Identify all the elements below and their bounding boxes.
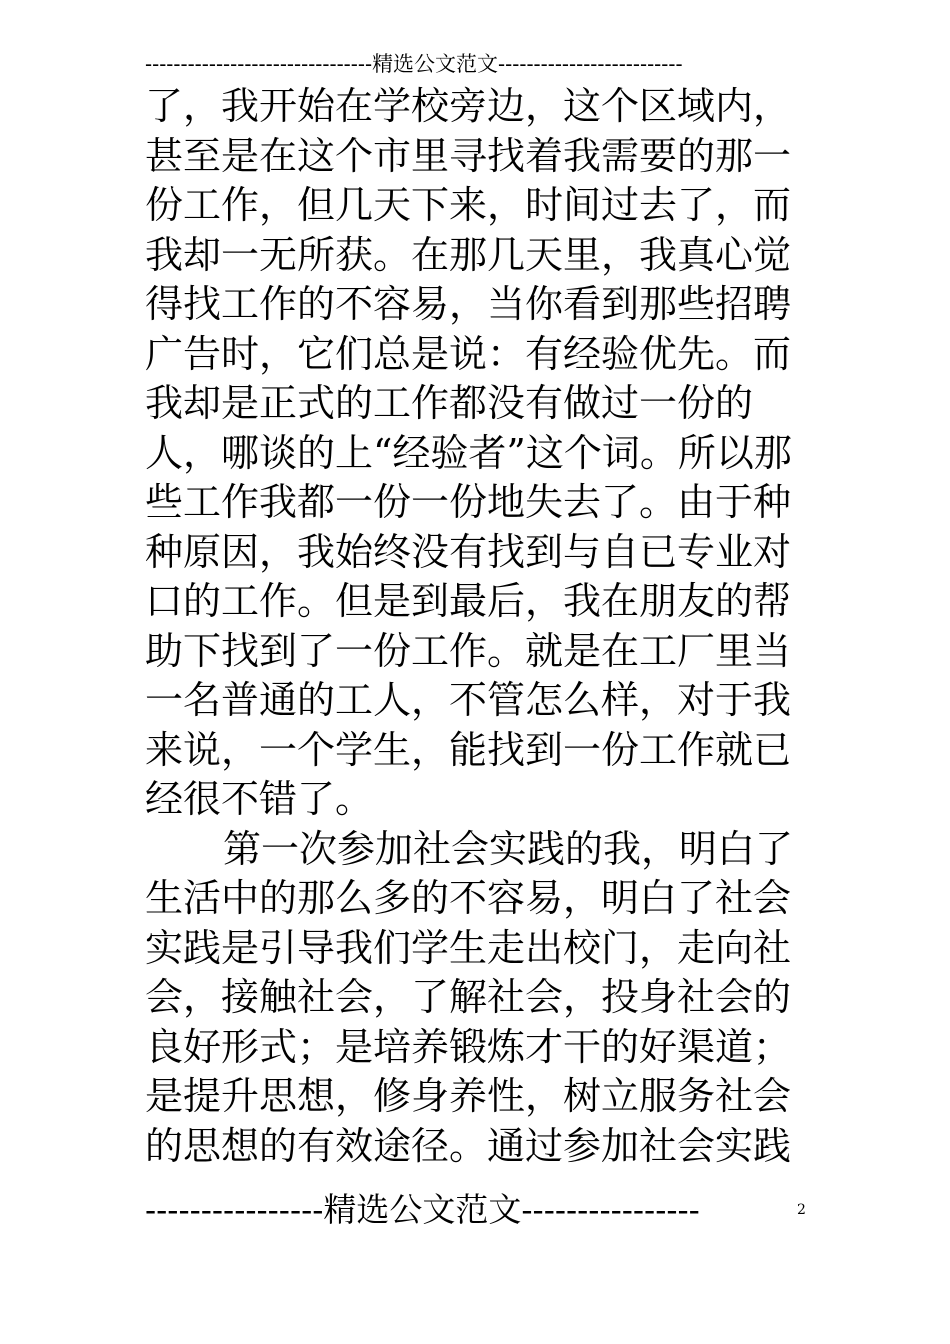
- page-footer: ----------------精选公文范文----------------: [145, 1190, 700, 1229]
- text-line: 些工作我都一份一份地失去了。由于种: [145, 480, 792, 524]
- text-line: 了，我开始在学校旁边，这个区域内，: [145, 84, 792, 128]
- text-line: 我却一无所获。在那几天里，我真心觉: [145, 232, 792, 277]
- document-body: [145, 82, 805, 1171]
- text-line: 经很不错了。: [145, 777, 374, 821]
- text-line: 份工作，但几天下来，时间过去了，而: [145, 183, 792, 227]
- text-line: 的思想的有效途径。通过参加社会实践: [145, 1123, 792, 1168]
- page-header: --------------------------------精选公文范文--------------------------: [145, 52, 683, 76]
- text-line: 种原因，我始终没有找到与自已专业对: [145, 529, 792, 574]
- text-line: 得找工作的不容易，当你看到那些招聘: [145, 282, 792, 326]
- text-line: 会，接触社会，了解社会，投身社会的: [145, 975, 792, 1019]
- text-line: 我却是正式的工作都没有做过一份的: [145, 381, 754, 425]
- paragraph-first-line: 第一次参加社会实践的我，明白了: [223, 826, 794, 871]
- text-line: 来说，一个学生，能找到一份工作就已: [145, 727, 792, 772]
- text-line: 一名普通的工人，不管怎么样，对于我: [145, 678, 792, 722]
- text-line: 甚至是在这个市里寻找着我需要的那一: [145, 133, 792, 178]
- text-line: 人，哪谈的上“经验者”这个词。所以那: [145, 430, 792, 475]
- text-line: 良好形式；是培养锻炼才干的好渠道；: [145, 1024, 792, 1069]
- text-line: 助下找到了一份工作。就是在工厂里当: [145, 628, 792, 673]
- text-line: 生活中的那么多的不容易，明白了社会: [145, 876, 792, 920]
- text-line: 口的工作。但是到最后，我在朋友的帮: [145, 579, 792, 623]
- page-number: 2: [797, 1202, 806, 1218]
- text-line: 实践是引导我们学生走出校门，走向社: [145, 925, 792, 970]
- text-line: 广告时，它们总是说：有经验优先。而: [145, 331, 792, 376]
- text-line: 是提升思想，修身养性，树立服务社会: [145, 1074, 792, 1118]
